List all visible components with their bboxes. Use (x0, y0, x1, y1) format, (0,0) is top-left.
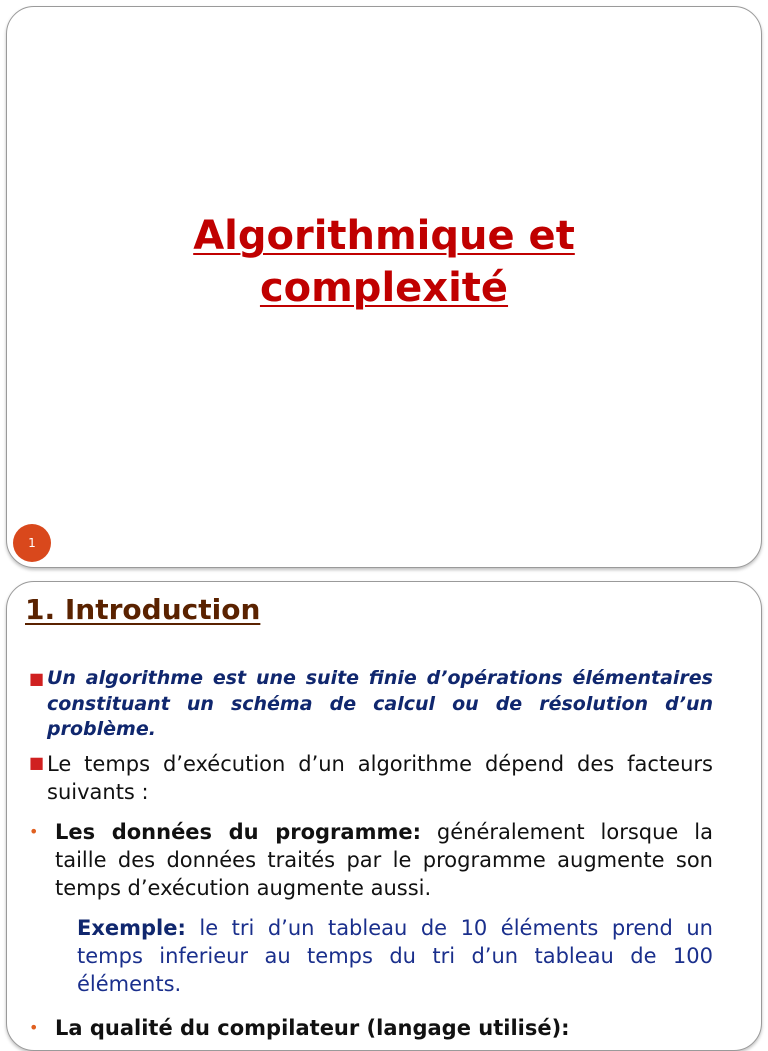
section-heading: 1. Introduction (25, 593, 261, 626)
round-bullet-icon: • (29, 822, 39, 841)
donnees-bullet (29, 818, 713, 902)
slide-title-line-2: complexité (259, 265, 509, 311)
example-paragraph (77, 914, 713, 998)
donnees-text: généralement lorsque la taille des données traités par le programme augmente son temps d’exécution augmente aussi. (55, 820, 713, 900)
round-bullet-icon: • (29, 1018, 39, 1037)
slide-title (7, 210, 761, 314)
donnees-paragraph (55, 818, 713, 902)
square-bullet-icon: ■ (29, 753, 45, 772)
compilateur-bullet (29, 1014, 713, 1042)
factors-bullet (29, 750, 713, 806)
compilateur-text: La qualité du compilateur (langage utilisé): (55, 1016, 570, 1040)
definition-text: Un algorithme est une suite finie d’opérations élémentaires constituant un schéma de calcul ou de résolution d’un problème. (47, 667, 713, 740)
example-lead: Exemple: (77, 916, 186, 940)
slide-2 (6, 581, 762, 1051)
example-text: le tri d’un tableau de 10 éléments prend un temps inferieur au temps du tri d’un tableau de 100 éléments. (77, 916, 713, 996)
factors-text: Le temps d’exécution d’un algorithme dépend des facteurs suivants : (47, 752, 713, 804)
slide-1 (6, 6, 762, 568)
donnees-lead: Les données du programme: (55, 820, 421, 844)
slide-title-line-1: Algorithmique et (193, 213, 575, 259)
page-number-badge: 1 (13, 524, 51, 562)
square-bullet-icon: ■ (29, 669, 45, 688)
definition-bullet (29, 666, 713, 743)
